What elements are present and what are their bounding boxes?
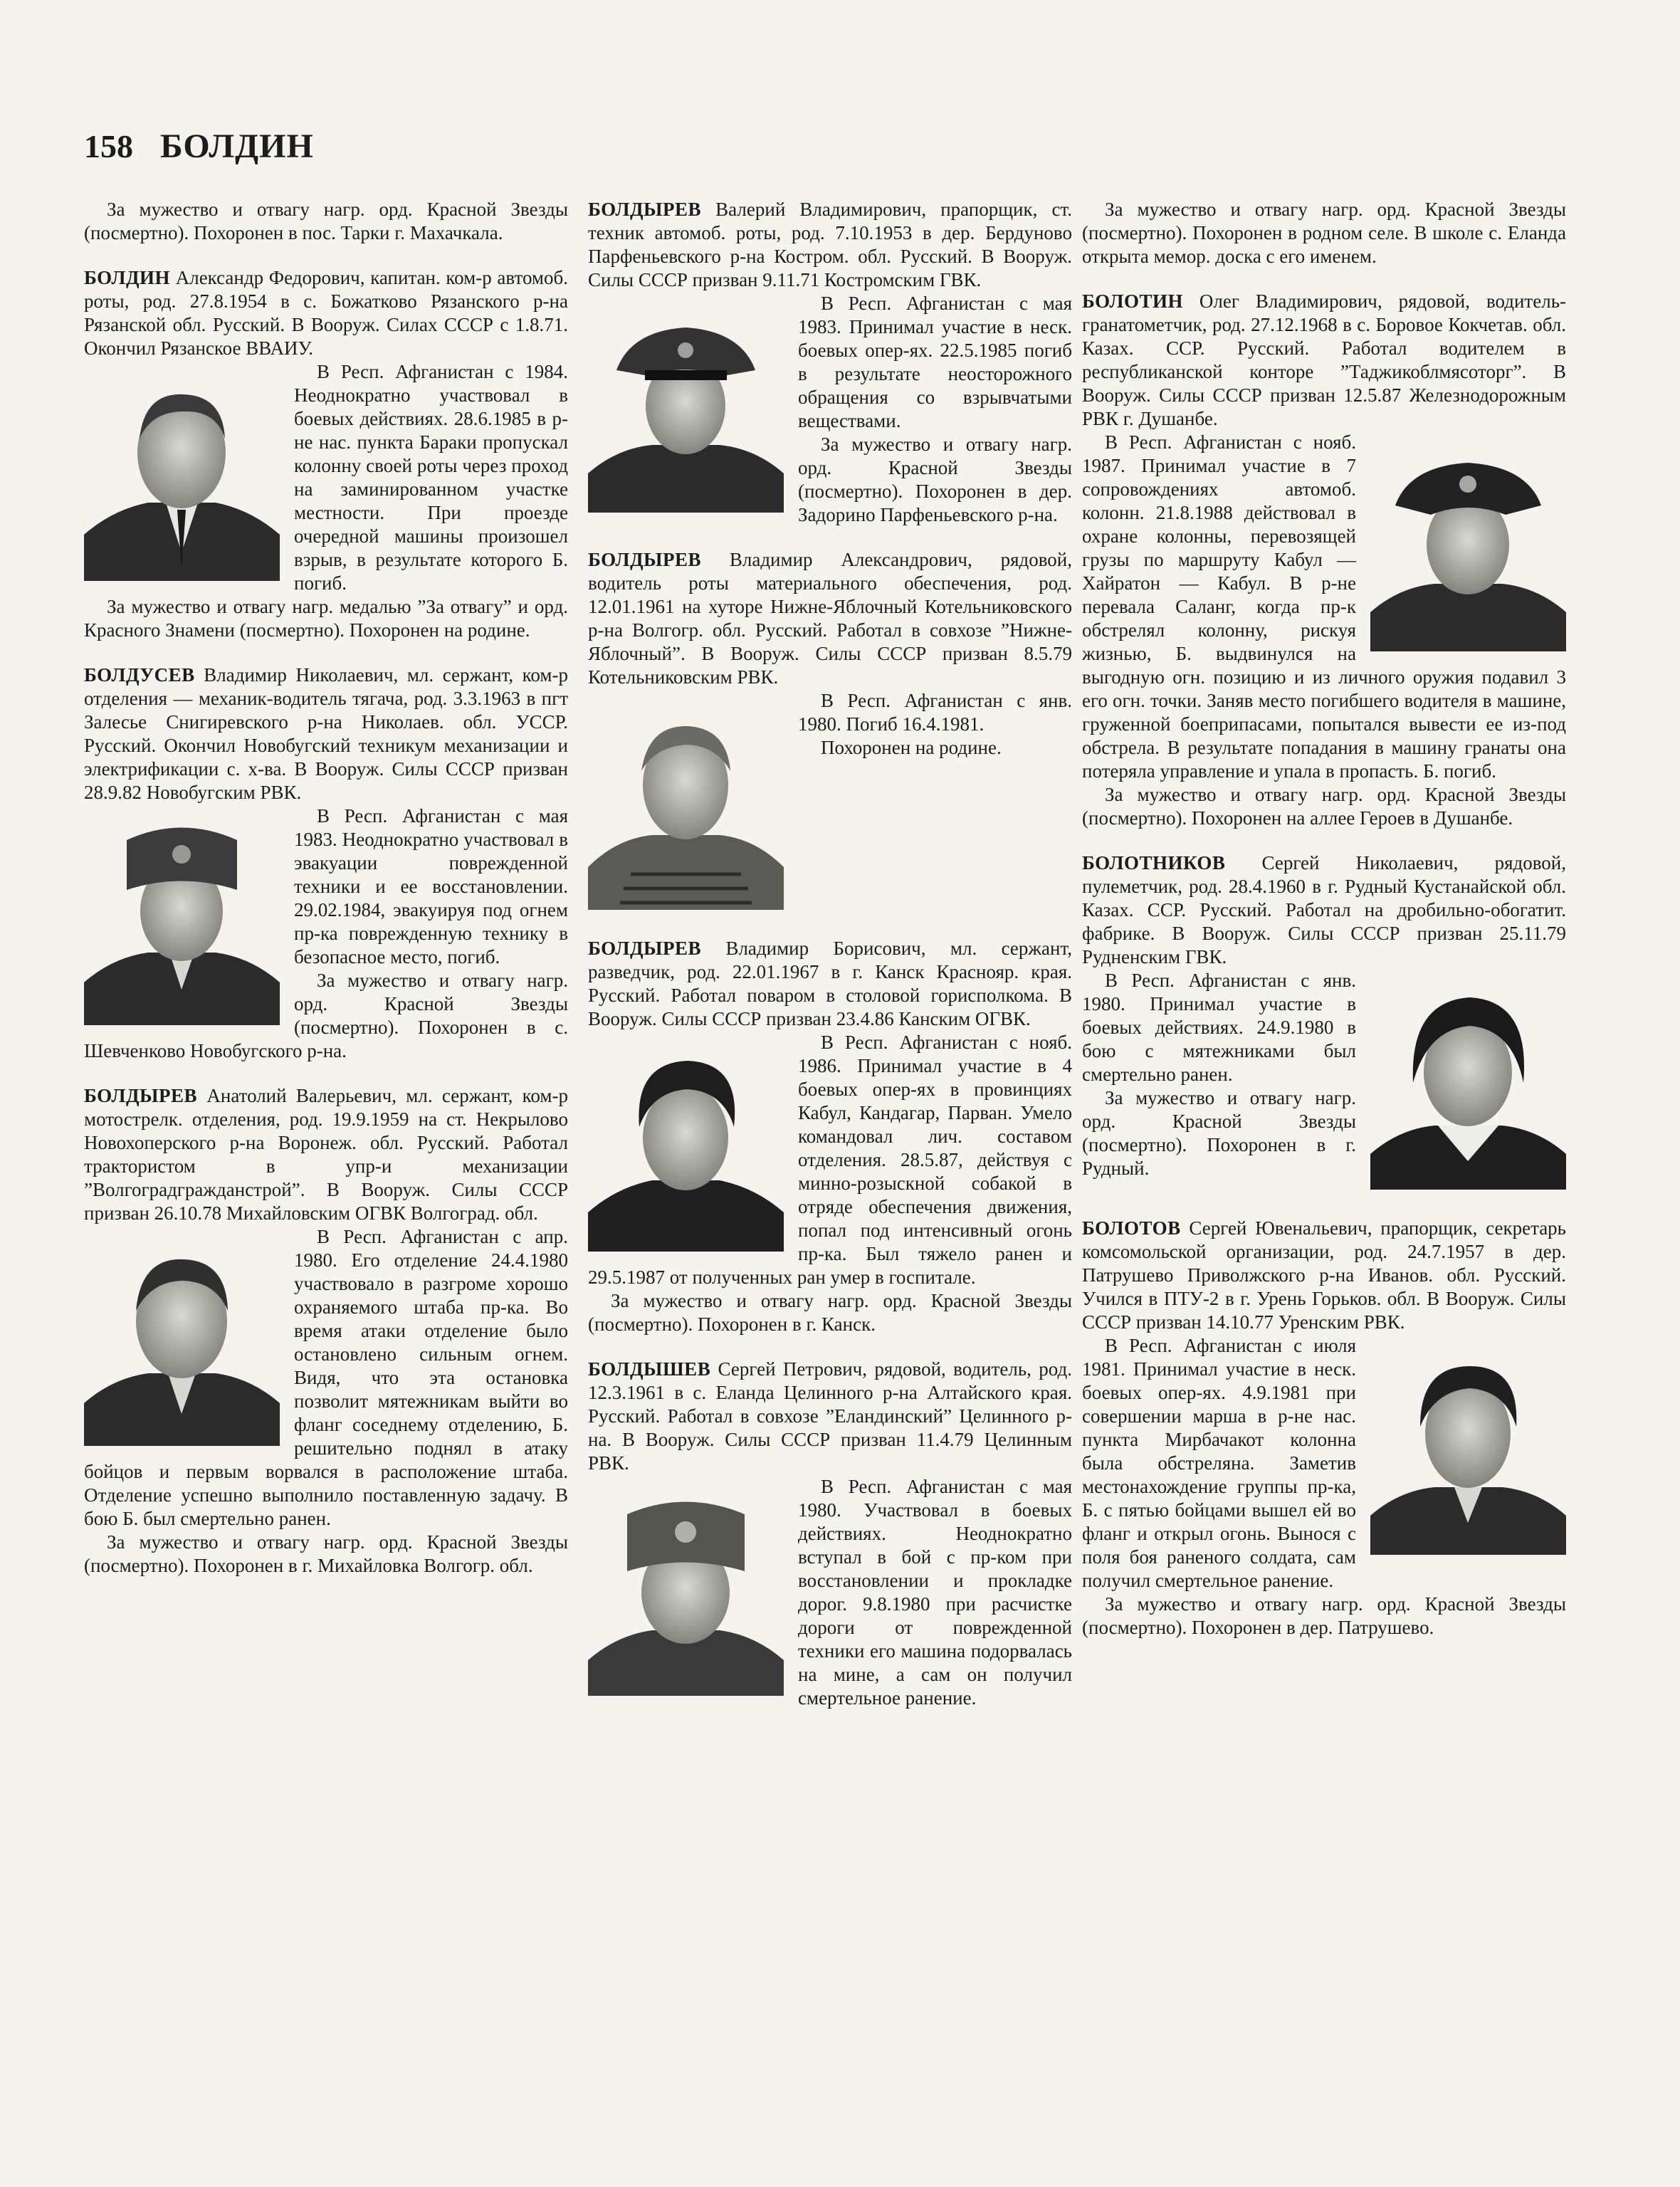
- entry-bio: БОЛОТИН Олег Владимирович, рядовой, водитель-гранатометчик, род. 27.12.1968 в с. Боровое Кокчетав. обл. Казах. ССР. Русский. Работал водителем в республиканской конторе ”Таджикоблмясоторг”. В Вооруж. Силы СССР призван 12.5.87 Железнодорожным РВК г. Душанбе.: [1082, 290, 1566, 429]
- entry-boldusev: [84, 664, 568, 1063]
- column-3: [1082, 198, 1566, 1661]
- entry-service: В Респ. Афганистан с июля 1981. Принимал участие в неск. боевых опер-ях. 4.9.1981 при совершении марша в р-не нас. пункта Мирбачакот колонна была обстреляна. Заметив местонахождение группы пр-ка, Б. с пятью бойцами вышел ей во фланг и открыл огонь. Вынося с поля боя раненого солдата, сам получил смертельное ранение.: [1082, 1335, 1356, 1591]
- entry-service: В Респ. Афганистан с нояб. 1986. Принимал участие в 4 боевых опер-ях в провинциях Кабул, Кандагар, Парван. Умело командовал лич. составом отделения. 28.5.87, действуя с минно-розыскной собакой в отряде обеспечения движения, попал под интенсивный огонь пр-ка. Был тяжело ранен и 29.5.1987 от полученных ран умер в госпитале.: [588, 1032, 1072, 1288]
- entry-award: Похоронен на родине.: [821, 737, 1002, 758]
- entry-surname: БОЛДЫРЕВ: [588, 938, 702, 959]
- entry-bio: БОЛДЫШЕВ Сергей Петрович, рядовой, водитель, род. 12.3.1961 в с. Еланда Целинного р-на Алтайского края. Русский. Работал в совхозе ”Еландинский” Целинного р-на. В Вооруж. Силы СССР призван 11.4.79 Целинным РВК.: [588, 1358, 1072, 1474]
- portrait-photo: [588, 1038, 784, 1252]
- entry-boldyshev: [588, 1358, 1072, 1710]
- portrait-photo: [84, 367, 280, 581]
- entry-bio: БОЛДИН Александр Федорович, капитан. ком-р автомоб. роты, род. 27.8.1954 в с. Божатково Рязанского р-на Рязанской обл. Русский. В Вооруж. Силах СССР с 1.8.71. Окончил Рязанское ВВАИУ.: [84, 267, 568, 359]
- entry-service: В Респ. Афганистан с апр. 1980. Его отделение 24.4.1980 участвовало в разгроме хорошо охраняемого штаба пр-ка. Во время атаки отделение было остановлено сильным огнем. Видя, что эта остановка позволит мятежникам выйти во фланг соседнему отделению, Б. решительно поднял в атаку бойцов и первым ворвался в расположение штаба. Отделение успешно выполнило поставленную задачу. В бою Б. был смертельно ранен.: [84, 1226, 568, 1529]
- portrait-photo: [1370, 1341, 1566, 1555]
- entry-service: В Респ. Афганистан с нояб. 1987. Принимал участие в 7 сопровождениях автомоб. колонн. 21.8.1988 действовал в охране колонны, перевозящей грузы по маршруту Кабул — Хайратон — Кабул. В р-не перевала Саланг, когда пр-к обстрелял колонну, рискуя жизнью, Б. выдвинулся на выгодную огн. позицию и из личного оружия подавил 3 его огн. точки. Заняв место погибшего водителя в машине, груженной боеприпасами, попытался вывести ее из-под обстрела. В результате попадания в машину гранаты она потеряла управление и упала в пропасть. Б. погиб.: [1082, 431, 1566, 782]
- entry-award: За мужество и отвагу нагр. орд. Красной Звезды (посмертно). Похоронен в г. Канск.: [588, 1290, 1072, 1335]
- entry-bio: БОЛДУСЕВ Владимир Николаевич, мл. сержант, ком-р отделения — механик-водитель тягача, род. 3.3.1963 в пгт Залесье Снигиревского р-на Николаев. обл. УССР. Русский. Окончил Новобугский техникум механизации и электрификации с. х-ва. В Вооруж. Силы СССР призван 28.9.82 Новобугским РВК.: [84, 664, 568, 803]
- entry-bio: БОЛДЫРЕВ Владимир Александрович, рядовой, водитель роты материального обеспечения, род. 12.01.1961 на хуторе Нижне-Яблочный Котельниковского р-на Волгогр. обл. Русский. Работал в совхозе ”Нижне-Яблочный”. В Вооруж. Силы СССР призван 8.5.79 Котельниковским РВК.: [588, 549, 1072, 688]
- entry-award: За мужество и отвагу нагр. орд. Красной Звезды (посмертно). Похоронен на аллее Героев в Душанбе.: [1082, 784, 1566, 829]
- entry-boldyrev-valery: [588, 198, 1072, 527]
- entry-surname: БОЛДЫРЕВ: [588, 199, 702, 220]
- column-2: [588, 198, 1072, 1731]
- entry-award: За мужество и отвагу нагр. орд. Красной Звезды (посмертно). Похоронен в пос. Тарки г. Махачкала.: [84, 199, 568, 243]
- entry-service: В Респ. Афганистан с янв. 1980. Принимал участие в боевых действиях. 24.9.1980 в бою с мятежниками был смертельно ранен.: [1082, 970, 1356, 1085]
- entry-bolotnikov: [1082, 851, 1566, 1195]
- portrait-photo: [84, 1232, 280, 1446]
- column-1: [84, 198, 568, 1599]
- entry-award: За мужество и отвагу нагр. орд. Красной Звезды (посмертно). Похоронен в дер. Патрушево.: [1082, 1593, 1566, 1638]
- entry-surname: БОЛДИН: [84, 267, 171, 288]
- page-header: [84, 127, 314, 166]
- entry-surname: БОЛДЫРЕВ: [84, 1085, 198, 1106]
- entry-boldin: [84, 266, 568, 642]
- entry-bio: БОЛДЫРЕВ Владимир Борисович, мл. сержант, разведчик, род. 22.01.1967 в г. Канск Краснояр. края. Русский. Работал поваром в столовой горисполкома. В Вооруж. Силы СССР призван 23.4.86 Канским ОГВК.: [588, 938, 1072, 1029]
- portrait-photo: [588, 299, 784, 513]
- portrait-photo: [588, 1482, 784, 1696]
- entry-award: За мужество и отвагу нагр. орд. Красной Звезды (посмертно). Похоронен в родном селе. В школе с. Еланда открыта мемор. доска с его именем.: [1082, 199, 1566, 267]
- entry-award: За мужество и отвагу нагр. медалью ”За отвагу” и орд. Красного Знамени (посмертно). Похоронен на родине.: [84, 596, 568, 641]
- entry-award: За мужество и отвагу нагр. орд. Красной Звезды (посмертно). Похоронен в с. Шевченково Новобугского р-на.: [84, 970, 568, 1061]
- entry-boldyrev-vladimir-b: [588, 937, 1072, 1336]
- page-number: 158: [84, 128, 133, 164]
- entry-surname: БОЛДУСЕВ: [84, 664, 195, 686]
- entry-service: В Респ. Афганистан с янв. 1980. Погиб 16.4.1981.: [798, 690, 1072, 735]
- entry-bio: БОЛДЫРЕВ Анатолий Валерьевич, мл. сержант, ком-р мотострелк. отделения, род. 19.9.1959 на ст. Некрылово Новохоперского р-на Воронеж. обл. Русский. Работал трактористом в упр-и механизации ”Волгоградгражданстрой”. В Вооруж. Силы СССР призван 26.10.78 Михайловским ОГВК Волгоград. обл.: [84, 1085, 568, 1224]
- entry-surname: БОЛОТОВ: [1082, 1217, 1181, 1239]
- entry-bolotov: [1082, 1217, 1566, 1640]
- entry-service: В Респ. Афганистан с мая 1983. Принимал участие в неск. боевых опер-ях. 22.5.1985 погиб в результате неосторожного обращения со взрывчатыми веществами.: [798, 293, 1072, 431]
- portrait-photo: [1370, 976, 1566, 1190]
- entry-surname: БОЛОТИН: [1082, 290, 1183, 312]
- entry-continuation: [1082, 198, 1566, 268]
- entry-service: В Респ. Афганистан с мая 1983. Неоднократно участвовал в эвакуации поврежденной техники и ее восстановлении. 29.02.1984, эвакуируя под огнем пр-ка поврежденную технику в безопасное место, погиб.: [294, 805, 568, 967]
- entry-boldyrev-vladimir-a: [588, 548, 1072, 916]
- entry-surname: БОЛДЫШЕВ: [588, 1358, 711, 1380]
- entry-bio: БОЛДЫРЕВ Валерий Владимирович, прапорщик, ст. техник автомоб. роты, род. 7.10.1953 в дер. Бердуново Парфеньевского р-на Костром. обл. Русский. В Вооруж. Силы СССР призван 9.11.71 Костромским ГВК.: [588, 199, 1072, 290]
- running-head: БОЛДИН: [160, 127, 314, 165]
- portrait-photo: [1370, 438, 1566, 651]
- portrait-photo: [84, 812, 280, 1025]
- entry-award: За мужество и отвагу нагр. орд. Красной Звезды (посмертно). Похоронен в дер. Задорино Парфеньевского р-на.: [798, 434, 1072, 525]
- entry-bio: БОЛОТОВ Сергей Ювенальевич, прапорщик, секретарь комсомольской организации, род. 24.7.1957 в дер. Патрушево Приволжского р-на Иванов. обл. Русский. Учился в ПТУ-2 в г. Урень Горьков. обл. В Вооруж. Силы СССР призван 14.10.77 Уренским РВК.: [1082, 1217, 1566, 1333]
- entry-surname: БОЛДЫРЕВ: [588, 549, 702, 570]
- entry-service: В Респ. Афганистан с мая 1980. Участвовал в боевых действиях. Неоднократно вступал в бой с пр-ком при восстановлении и прокладке дорог. 9.8.1980 при расчистке дороги от поврежденной техники его машина подорвалась на мине, а сам он получил смертельное ранение.: [798, 1476, 1072, 1709]
- entry-continuation: [84, 198, 568, 245]
- entry-service: В Респ. Афганистан с 1984. Неоднократно участвовал в боевых действиях. 28.6.1985 в р-не нас. пункта Бараки пропускал колонну своей роты через проход на заминированном участке местности. При проезде очередной машины произошел взрыв, в результате которого Б. погиб.: [294, 361, 568, 594]
- entry-bio: БОЛОТНИКОВ Сергей Николаевич, рядовой, пулеметчик, род. 28.4.1960 в г. Рудный Кустанайской обл. Казах. ССР. Русский. Работал на дробильно-обогатит. фабрике. В Вооруж. Силы СССР призван 25.11.79 Рудненским ГВК.: [1082, 852, 1566, 967]
- entry-award: За мужество и отвагу нагр. орд. Красной Звезды (посмертно). Похоронен в г. Михайловка Волгогр. обл.: [84, 1531, 568, 1576]
- portrait-photo: [588, 696, 784, 910]
- entry-surname: БОЛОТНИКОВ: [1082, 852, 1226, 874]
- entry-award: За мужество и отвагу нагр. орд. Красной Звезды (посмертно). Похоронен в г. Рудный.: [1082, 1087, 1356, 1179]
- entry-bolotin: [1082, 290, 1566, 830]
- entry-boldyrev-anatoly: [84, 1084, 568, 1578]
